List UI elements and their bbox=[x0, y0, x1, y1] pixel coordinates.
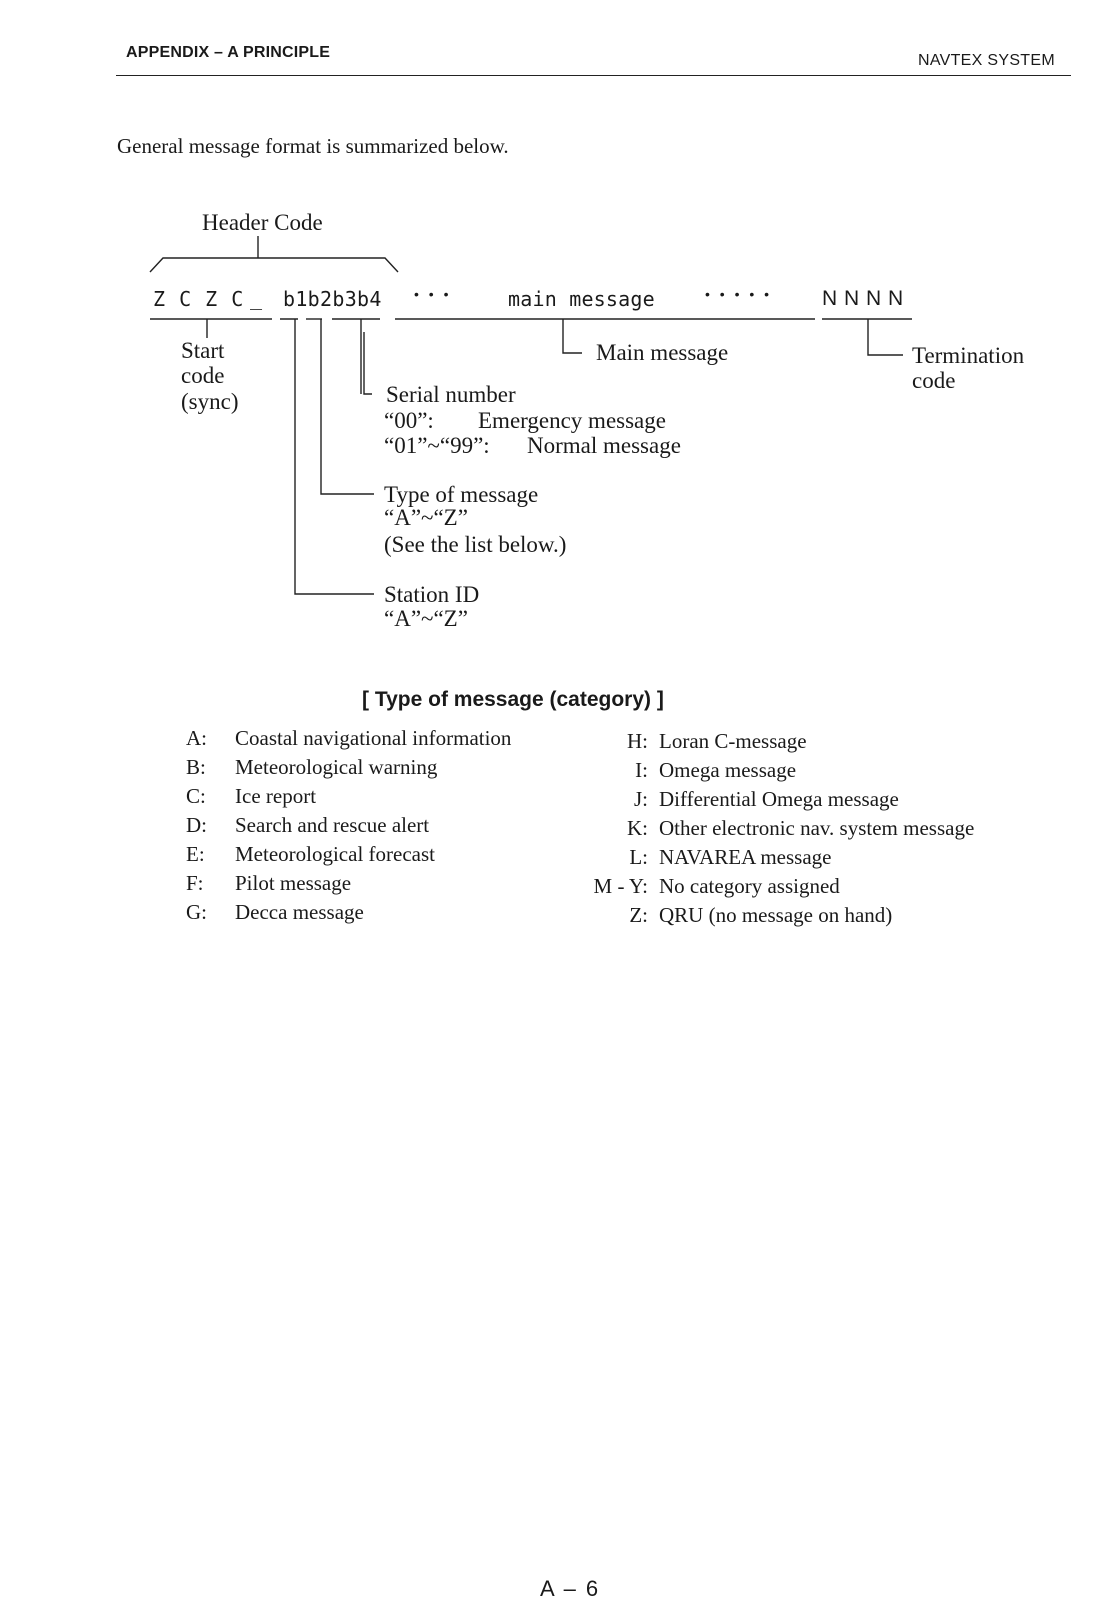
category-label: Search and rescue alert bbox=[235, 813, 430, 837]
code-b1b2b3b4: b1b2b3b4 bbox=[283, 287, 382, 311]
category-key: A: bbox=[186, 726, 207, 750]
serial-normal-key: “01”~“99”: bbox=[384, 433, 490, 458]
code-dots-2: • • • • • bbox=[705, 286, 773, 302]
code-zczc: Z C Z C bbox=[153, 287, 245, 311]
category-key: I: bbox=[635, 758, 648, 782]
station-id-connector bbox=[295, 319, 374, 594]
category-list-left bbox=[186, 724, 566, 927]
category-key: E: bbox=[186, 842, 205, 866]
intro-text: General message format is summarized below. bbox=[117, 134, 509, 158]
list-item bbox=[583, 872, 1053, 901]
list-item bbox=[186, 811, 566, 840]
list-item bbox=[583, 843, 1053, 872]
category-label: Meteorological warning bbox=[235, 755, 438, 779]
category-label: Meteorological forecast bbox=[235, 842, 435, 866]
category-key: L: bbox=[629, 845, 648, 869]
start-code-label-1: Start bbox=[181, 338, 225, 363]
category-key: B: bbox=[186, 755, 206, 779]
running-header-left: APPENDIX – A PRINCIPLE bbox=[126, 44, 331, 61]
start-code-label-2: code bbox=[181, 363, 225, 388]
category-key: M - Y: bbox=[593, 874, 648, 898]
serial-connector bbox=[364, 332, 372, 394]
category-label: Coastal navigational information bbox=[235, 726, 512, 750]
category-key: J: bbox=[633, 787, 648, 811]
running-header-right: NAVTEX SYSTEM bbox=[918, 52, 1055, 69]
station-id-range: “A”~“Z” bbox=[384, 606, 468, 631]
category-label: Decca message bbox=[235, 900, 364, 924]
category-label: Other electronic nav. system message bbox=[659, 816, 975, 840]
type-note: (See the list below.) bbox=[384, 532, 567, 557]
category-label: Pilot message bbox=[235, 871, 352, 895]
list-item bbox=[583, 756, 1053, 785]
category-key: G: bbox=[186, 900, 207, 924]
code-nnnn: N N N N bbox=[822, 287, 904, 310]
termination-connector bbox=[868, 319, 903, 355]
category-label: NAVAREA message bbox=[659, 845, 832, 869]
type-range: “A”~“Z” bbox=[384, 505, 468, 530]
category-label: Differential Omega message bbox=[659, 787, 899, 811]
page-number: A – 6 bbox=[540, 1576, 601, 1601]
list-item bbox=[583, 785, 1053, 814]
category-key: K: bbox=[627, 816, 648, 840]
category-list-right bbox=[583, 727, 1053, 930]
category-label: Omega message bbox=[659, 758, 797, 782]
category-key: F: bbox=[186, 871, 204, 895]
code-dots-1: • • • bbox=[414, 286, 452, 302]
main-message-label: Main message bbox=[596, 340, 729, 365]
category-label: Ice report bbox=[235, 784, 317, 808]
list-item bbox=[186, 782, 566, 811]
list-item bbox=[186, 898, 566, 927]
list-item bbox=[186, 869, 566, 898]
type-connector bbox=[321, 319, 374, 494]
category-key: Z: bbox=[629, 903, 648, 927]
category-key: D: bbox=[186, 813, 207, 837]
serial-emergency-value: Emergency message bbox=[478, 408, 666, 433]
serial-emergency-key: “00”: bbox=[384, 408, 434, 433]
list-item bbox=[186, 840, 566, 869]
list-item bbox=[583, 814, 1053, 843]
category-key: C: bbox=[186, 784, 206, 808]
start-code-label-3: (sync) bbox=[181, 389, 239, 414]
header-code-label: Header Code bbox=[202, 210, 323, 235]
termination-code-label-1: Termination bbox=[912, 343, 1025, 368]
type-title: Type of message bbox=[384, 482, 539, 507]
list-item bbox=[186, 753, 566, 782]
list-item bbox=[583, 727, 1053, 756]
station-id-title: Station ID bbox=[384, 582, 480, 607]
list-item bbox=[186, 724, 566, 753]
code-main-message: main message bbox=[508, 287, 655, 311]
termination-code-label-2: code bbox=[912, 368, 956, 393]
serial-normal-value: Normal message bbox=[527, 433, 681, 458]
category-label: No category assigned bbox=[659, 874, 840, 898]
category-label: Loran C-message bbox=[659, 729, 807, 753]
main-message-connector bbox=[563, 319, 582, 353]
list-item bbox=[583, 901, 1053, 930]
header-code-bracket bbox=[150, 258, 398, 272]
code-underscore: _ bbox=[250, 286, 264, 310]
category-label: QRU (no message on hand) bbox=[659, 903, 893, 927]
category-key: H: bbox=[627, 729, 648, 753]
serial-number-title: Serial number bbox=[386, 382, 516, 407]
category-title: [ Type of message (category) ] bbox=[362, 688, 664, 711]
